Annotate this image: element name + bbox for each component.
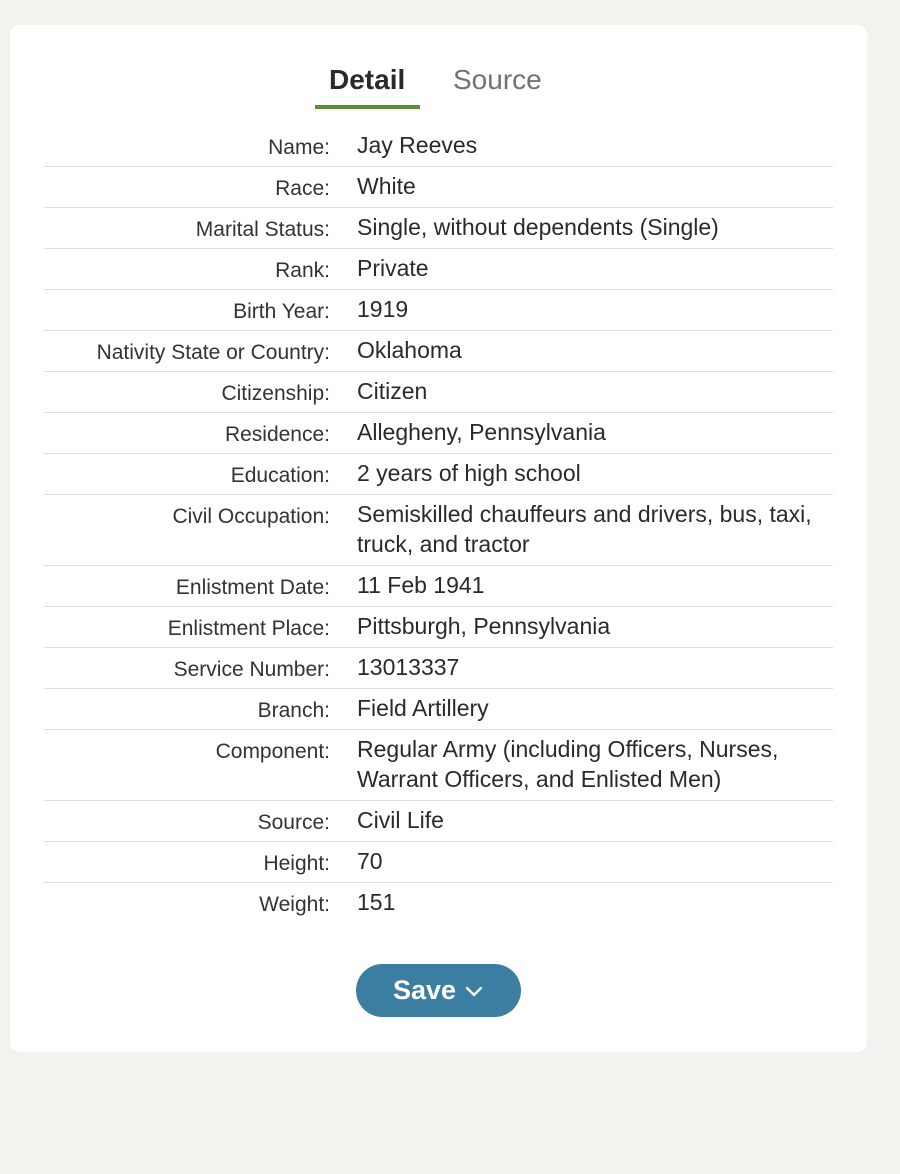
detail-row-label: Race: bbox=[275, 177, 330, 200]
detail-row-label: Name: bbox=[268, 136, 330, 159]
detail-row-label: Enlistment Place: bbox=[167, 617, 330, 640]
detail-row-value: 2 years of high school bbox=[357, 460, 581, 486]
detail-row-value: Jay Reeves bbox=[357, 132, 478, 158]
detail-row-value: White bbox=[357, 173, 416, 199]
detail-row-label: Branch: bbox=[257, 699, 330, 722]
detail-row-value: 13013337 bbox=[357, 654, 460, 680]
detail-row-label: Birth Year: bbox=[233, 300, 330, 323]
detail-row bbox=[44, 126, 833, 167]
detail-row bbox=[44, 842, 833, 883]
record-detail-card bbox=[10, 25, 867, 1052]
chevron-down-icon bbox=[464, 981, 484, 1001]
detail-row-value: Pittsburgh, Pennsylvania bbox=[357, 613, 611, 639]
detail-row-label: Residence: bbox=[224, 423, 330, 446]
detail-row-label: Weight: bbox=[259, 893, 330, 916]
detail-row-label: Rank: bbox=[275, 259, 330, 282]
detail-row-label: Source: bbox=[257, 811, 330, 834]
tab-source[interactable]: Source bbox=[453, 64, 542, 95]
detail-row-value: 11 Feb 1941 bbox=[357, 572, 485, 598]
detail-row bbox=[44, 454, 833, 495]
detail-row-label: Civil Occupation: bbox=[172, 505, 330, 528]
detail-row-value: Single, without dependents (Single) bbox=[357, 214, 719, 240]
detail-row-value: Private bbox=[357, 255, 429, 281]
detail-row-label: Marital Status: bbox=[195, 218, 330, 241]
detail-row-value: 70 bbox=[357, 848, 383, 874]
detail-row-value: 151 bbox=[357, 889, 396, 915]
detail-row bbox=[44, 290, 833, 331]
detail-row-value: 1919 bbox=[357, 296, 409, 322]
detail-row-value: Oklahoma bbox=[357, 337, 462, 363]
detail-row bbox=[44, 883, 833, 924]
detail-row-value: Citizen bbox=[357, 378, 428, 404]
active-tab-indicator bbox=[315, 105, 420, 109]
save-button[interactable] bbox=[356, 964, 521, 1017]
detail-row-label: Component: bbox=[215, 740, 330, 763]
detail-row bbox=[44, 249, 833, 290]
detail-row bbox=[44, 566, 833, 607]
detail-row bbox=[44, 495, 833, 566]
tab-detail[interactable]: Detail bbox=[329, 64, 406, 95]
detail-row-value: Civil Life bbox=[357, 807, 444, 833]
detail-row-label: Height: bbox=[263, 852, 330, 875]
detail-row bbox=[44, 331, 833, 372]
detail-row bbox=[44, 372, 833, 413]
detail-row-label: Education: bbox=[230, 464, 330, 487]
detail-row bbox=[44, 607, 833, 648]
detail-row bbox=[44, 730, 833, 801]
detail-row-label: Citizenship: bbox=[221, 382, 330, 405]
detail-row bbox=[44, 648, 833, 689]
save-button-label: Save bbox=[392, 975, 457, 1005]
detail-row-value: Allegheny, Pennsylvania bbox=[357, 419, 606, 445]
detail-row-label: Enlistment Date: bbox=[175, 576, 330, 599]
detail-row-value: Field Artillery bbox=[357, 695, 489, 721]
detail-row-value: Regular Army (including Officers, Nurses, Warrant Officers, and Enlisted Men) bbox=[357, 736, 779, 792]
detail-row bbox=[44, 413, 833, 454]
detail-row-label: Service Number: bbox=[173, 658, 330, 681]
detail-row bbox=[44, 801, 833, 842]
detail-row-value: Semiskilled chauffeurs and drivers, bus, taxi, truck, and tractor bbox=[357, 501, 812, 557]
detail-table bbox=[44, 126, 833, 924]
detail-row-label: Nativity State or Country: bbox=[96, 341, 330, 364]
detail-row bbox=[44, 167, 833, 208]
tab-bar bbox=[10, 25, 867, 115]
detail-row bbox=[44, 689, 833, 730]
detail-row bbox=[44, 208, 833, 249]
